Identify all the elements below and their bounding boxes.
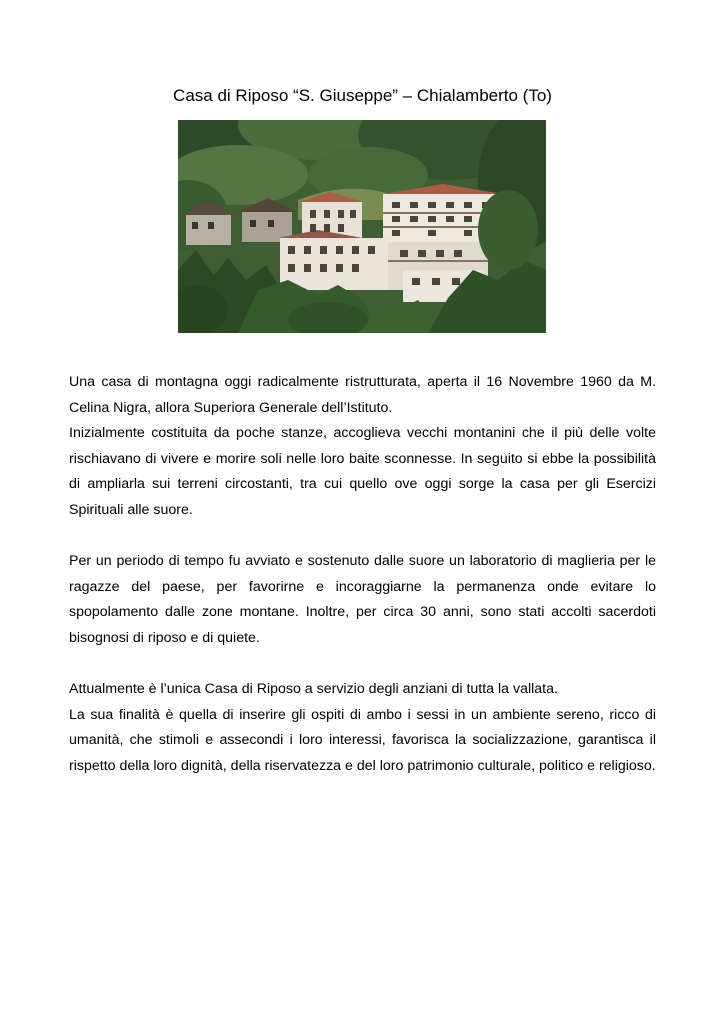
paragraph-purpose: La sua finalità è quella di inserire gli ospiti di ambo i sessi in un ambiente sereno, ricco di umanità, che stimoli e assecondi i loro interessi, favorisca la socializzazione, garantisca il rispetto della loro dignità, della riservatezza e del loro patrimonio culturale, politico e religioso.	[69, 706, 656, 774]
building-photo	[178, 120, 546, 333]
paragraph-laboratory: Per un periodo di tempo fu avviato e sostenuto dalle suore un laboratorio di maglieria per le ragazze del paese, per favorirne e incoraggiarne la permanenza onde evitare lo spopolamento dalle zone montane. Inoltre, per circa 30 anni, sono stati accolti sacerdoti bisognosi di riposo e di quiete.	[69, 553, 656, 646]
paragraph-intro: Una casa di montagna oggi radicalmente ristrutturata, aperta il 16 Novembre 1960 da M. Celina Nigra, allora Superiora Generale dell’Istituto.	[69, 374, 656, 416]
page-title: Casa di Riposo “S. Giuseppe” – Chialamberto (To)	[173, 86, 552, 105]
paragraph-current: Attualmente è l’unica Casa di Riposo a servizio degli anziani di tutta la vallata.	[69, 681, 558, 698]
paragraph-history: Inizialmente costituita da poche stanze, accoglieva vecchi montanini che il più delle volte rischiavano di vivere e morire soli nelle loro baite sconnesse. In seguito si ebbe la possibilità di ampliarla sui terreni circostanti, tra cui quello ove oggi sorge la casa per gli Esercizi Spirituali alle suore.	[69, 425, 656, 518]
body-text	[69, 370, 656, 780]
